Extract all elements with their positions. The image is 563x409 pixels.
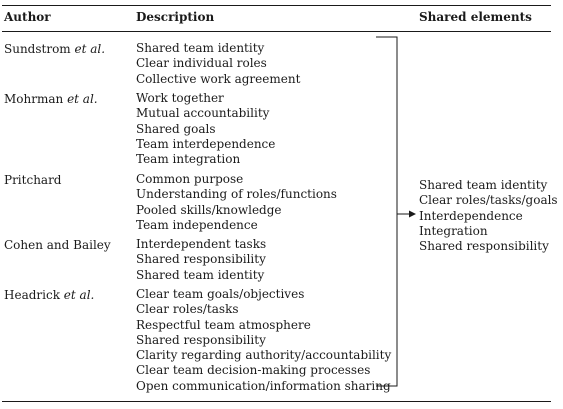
shared-element: Integration <box>419 223 488 238</box>
description-item: Understanding of roles/functions <box>136 187 337 202</box>
description-item: Mutual accountability <box>136 106 270 121</box>
description-item: Clear team decision-making processes <box>136 363 371 378</box>
author-headrick: Headrick et al. <box>4 288 95 302</box>
description-item: Shared responsibility <box>136 332 266 347</box>
author-cohen-bailey: Cohen and Bailey <box>4 238 111 252</box>
description-item: Pooled skills/knowledge <box>136 202 282 217</box>
description-item: Collective work agreement <box>136 71 301 86</box>
shared-element: Clear roles/tasks/goals <box>419 193 558 208</box>
description-item: Work together <box>136 91 224 105</box>
description-item: Team interdependence <box>136 136 276 151</box>
description-item: Shared responsibility <box>136 252 266 267</box>
description-item: Clear individual roles <box>136 56 267 71</box>
description-item: Shared goals <box>136 121 216 136</box>
header-description: Description <box>136 10 215 24</box>
description-item: Clear roles/tasks <box>136 302 239 317</box>
description-item: Team integration <box>136 152 241 167</box>
shared-element: Shared team identity <box>419 178 548 192</box>
shared-element: Shared responsibility <box>419 239 549 254</box>
description-item: Clarity regarding authority/accountability <box>136 348 392 363</box>
shared-element: Interdependence <box>419 208 523 223</box>
description-item: Clear team goals/objectives <box>136 287 305 301</box>
shared-elements-list <box>419 178 558 254</box>
header-shared-elements: Shared elements <box>419 10 532 24</box>
description-item: Shared team identity <box>136 41 265 55</box>
description-item: Open communication/information sharing <box>136 378 391 393</box>
description-item: Shared team identity <box>136 267 265 282</box>
author-mohrman: Mohrman et al. <box>4 92 98 106</box>
author-pritchard: Pritchard <box>4 173 62 187</box>
header-author: Author <box>4 10 51 24</box>
description-item: Team independence <box>136 217 258 232</box>
description-item: Respectful team atmosphere <box>136 317 311 332</box>
author-sundstrom: Sundstrom et al. <box>4 42 106 56</box>
description-item: Common purpose <box>136 172 244 186</box>
description-item: Interdependent tasks <box>136 237 267 251</box>
